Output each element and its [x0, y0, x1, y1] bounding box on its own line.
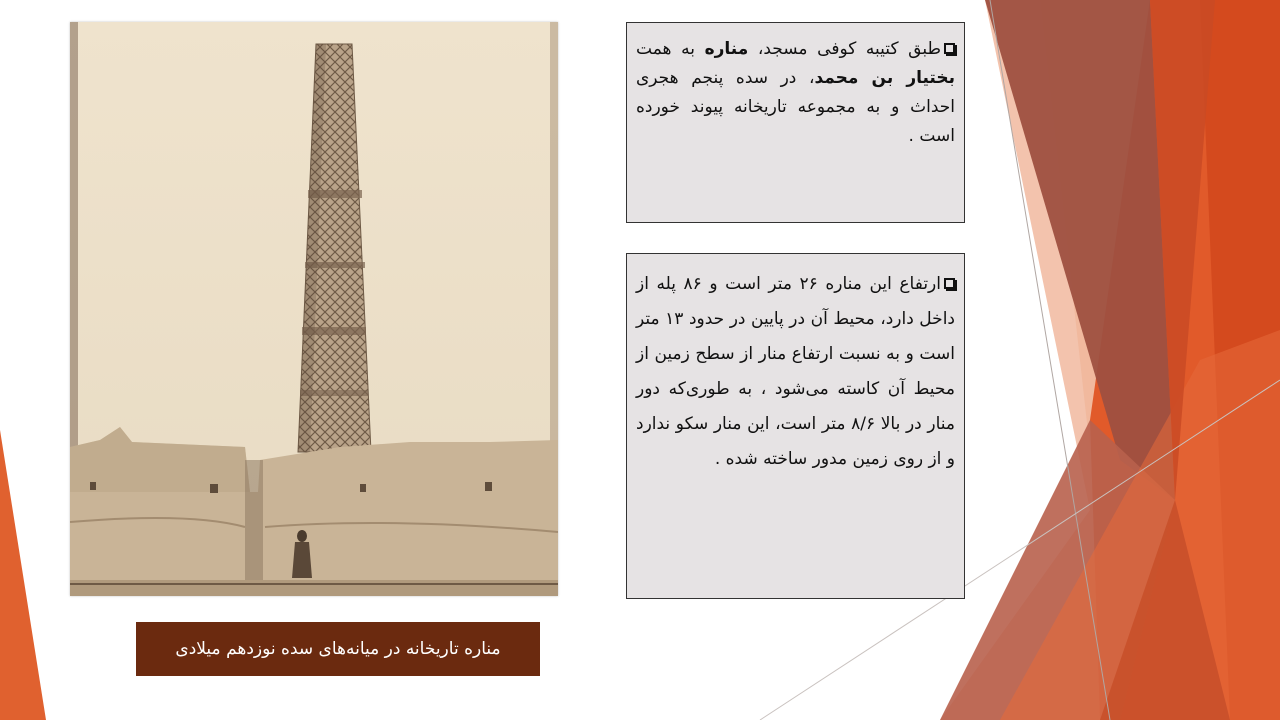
square-bullet-icon	[944, 43, 955, 54]
box2-text: ارتفاع این مناره ۲۶ متر است و ۸۶ پله از داخل دارد، محیط آن در پایین در حدود ۱۳ متر است و به نسبت ارتفاع منار از سطح زمین از محیط آن کاسته می‌شود ، به طوری‌که دور منار در بالا ۸/۶ متر است، این منار سکو ندارد و از روی زمین مدور ساخته شده .	[636, 274, 955, 469]
box1-bold-minaret: مناره	[704, 39, 749, 59]
box1-text-1: طبق کتیبه کوفی مسجد،	[748, 39, 941, 59]
photo-caption	[136, 622, 540, 676]
box1-text-2: به همت	[636, 39, 705, 59]
text-box-inscription	[626, 22, 965, 223]
caption-text: مناره تاریخانه در میانه‌های سده نوزدهم میلادی	[175, 639, 501, 659]
box1-text-3: ، در سده پنجم هجری احداث و به مجموعه تاریخانه پیوند خورده است .	[636, 68, 955, 146]
minaret-photograph	[70, 22, 558, 596]
text-box-dimensions	[626, 253, 965, 599]
square-bullet-icon	[944, 278, 955, 289]
box1-bold-name: بختیار بن محمد	[814, 68, 956, 88]
